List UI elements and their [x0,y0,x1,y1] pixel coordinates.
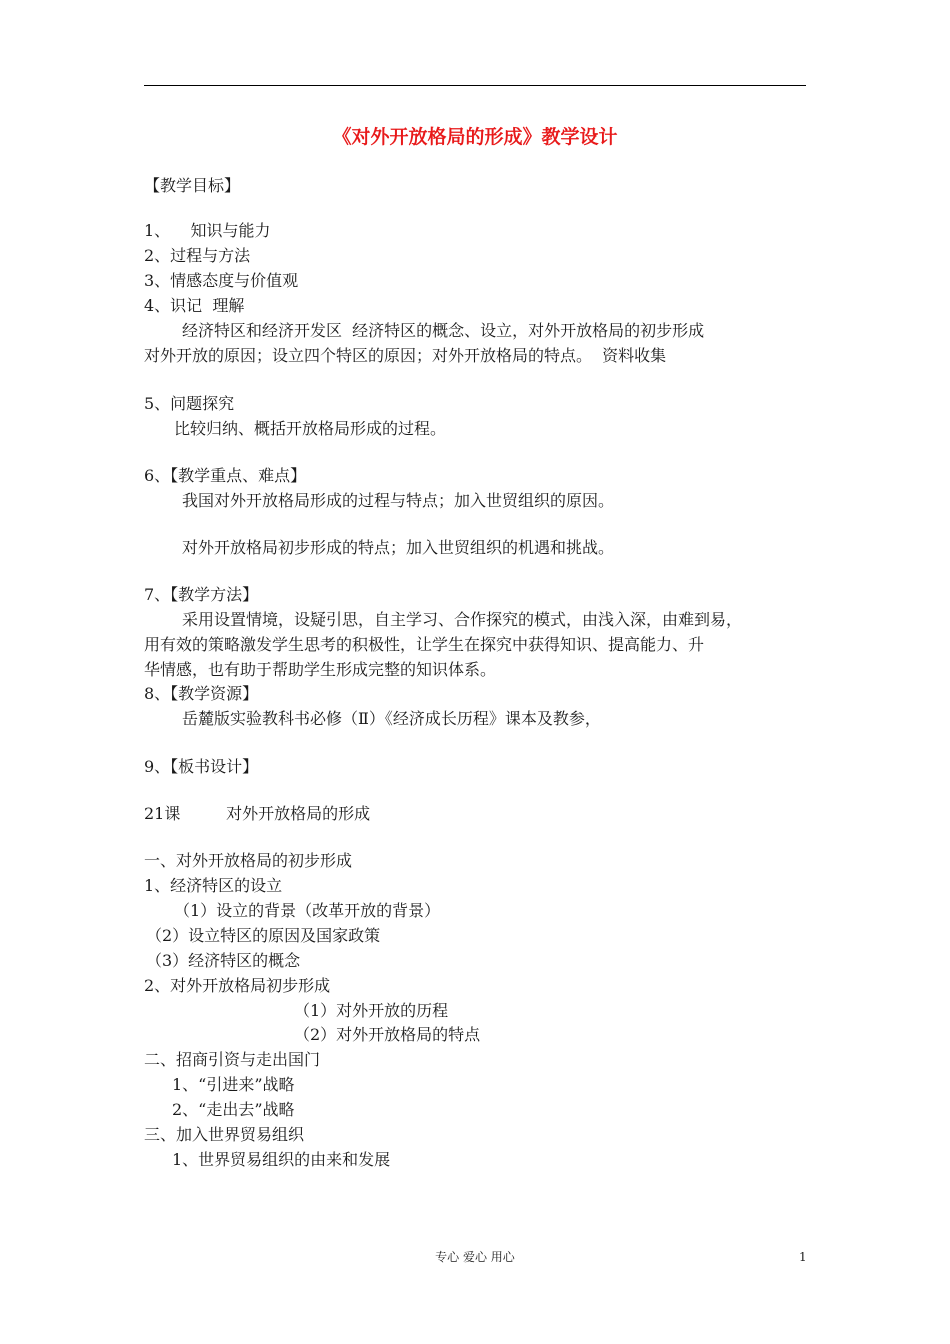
paragraph-line: 岳麓版实验教科书必修（Ⅱ）《经济成长历程》课本及教参， [182,709,601,728]
paragraph-line: 经济特区和经济开发区 经济特区的概念、设立，对外开放格局的初步形成 [182,321,705,340]
page-number: 1 [799,1250,807,1264]
section-heading: 8、【教学资源】 [144,684,259,703]
outline-item: 1、世界贸易组织的由来和发展 [172,1150,391,1169]
list-item: 2、过程与方法 [144,246,251,265]
section-heading: 7、【教学方法】 [144,585,259,604]
section-heading: 9、【板书设计】 [144,757,259,776]
paragraph-line: 对外开放格局初步形成的特点；加入世贸组织的机遇和挑战。 [182,538,615,557]
list-item: 4、识记 理解 [144,296,245,315]
header-rule [144,85,806,86]
lesson-title: 21课 对外开放格局的形成 [144,804,371,823]
outline-item: 2、对外开放格局初步形成 [144,976,331,995]
outline-item: 二、招商引资与走出国门 [144,1050,321,1069]
outline-item: （1）对外开放的历程 [294,1001,449,1020]
outline-item: （3）经济特区的概念 [146,951,301,970]
outline-item: 2、“走出去”战略 [172,1100,295,1119]
outline-item: 一、对外开放格局的初步形成 [144,851,353,870]
outline-item: （2）设立特区的原因及国家政策 [146,926,381,945]
outline-item: 1、“引进来”战略 [172,1075,295,1094]
document-title: 《对外开放格局的形成》教学设计 [332,126,618,148]
paragraph-line: 对外开放的原因；设立四个特区的原因；对外开放格局的特点。 资料收集 [144,346,667,365]
page-footer: 专心 爱心 用心 [435,1250,515,1264]
list-item: 5、问题探究 [144,394,235,413]
section-heading: 【教学目标】 [144,176,241,195]
paragraph-line: 华情感，也有助于帮助学生形成完整的知识体系。 [144,660,497,679]
paragraph-line: 我国对外开放格局形成的过程与特点；加入世贸组织的原因。 [182,491,615,510]
list-item: 3、情感态度与价值观 [144,271,299,290]
paragraph-line: 采用设置情境，设疑引思，自主学习、合作探究的模式，由浅入深，由难到易， [182,610,743,629]
outline-item: 三、加入世界贸易组织 [144,1125,305,1144]
paragraph-line: 比较归纳、概括开放格局形成的过程。 [174,419,447,438]
outline-item: 1、经济特区的设立 [144,876,283,895]
outline-item: （1）设立的背景（改革开放的背景） [174,901,441,920]
outline-item: （2）对外开放格局的特点 [294,1025,481,1044]
paragraph-line: 用有效的策略激发学生思考的积极性，让学生在探究中获得知识、提高能力、升 [144,635,705,654]
section-heading: 6、【教学重点、难点】 [144,466,307,485]
list-item: 1、 知识与能力 [144,221,271,240]
